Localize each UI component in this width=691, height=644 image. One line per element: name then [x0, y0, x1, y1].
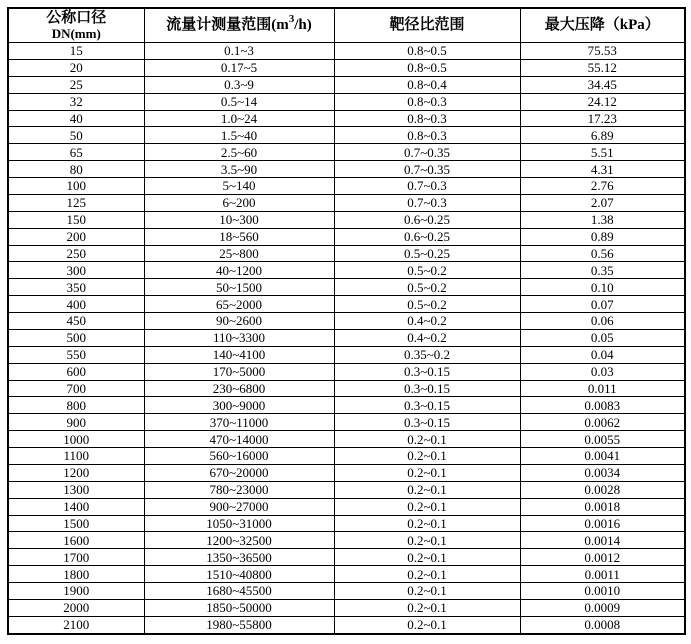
table-body	[8, 43, 685, 635]
cell-flow-range: 1680~45500	[144, 583, 334, 600]
table-row	[8, 178, 685, 195]
cell-flow-range: 900~27000	[144, 498, 334, 515]
cell-flow-range: 370~11000	[144, 414, 334, 431]
cell-flow-range: 6~200	[144, 194, 334, 211]
table-row	[8, 313, 685, 330]
header-nominal-diameter	[8, 8, 144, 43]
table-row	[8, 397, 685, 414]
table-row	[8, 76, 685, 93]
cell-pressure-drop: 0.0012	[520, 549, 685, 566]
cell-dn: 1200	[8, 464, 144, 481]
table-row	[8, 110, 685, 127]
cell-dn: 25	[8, 76, 144, 93]
cell-target-ratio: 0.35~0.2	[334, 346, 520, 363]
table-row	[8, 481, 685, 498]
cell-flow-range: 1850~50000	[144, 599, 334, 616]
cell-flow-range: 1200~32500	[144, 532, 334, 549]
cell-flow-range: 1510~40800	[144, 566, 334, 583]
cell-pressure-drop: 0.07	[520, 296, 685, 313]
cell-dn: 250	[8, 245, 144, 262]
cell-pressure-drop: 0.35	[520, 262, 685, 279]
cell-pressure-drop: 1.38	[520, 211, 685, 228]
cell-flow-range: 0.17~5	[144, 59, 334, 76]
cell-pressure-drop: 0.011	[520, 380, 685, 397]
cell-target-ratio: 0.8~0.5	[334, 43, 520, 60]
table-row	[8, 464, 685, 481]
cell-flow-range: 1.0~24	[144, 110, 334, 127]
cell-pressure-drop: 0.56	[520, 245, 685, 262]
table-row	[8, 515, 685, 532]
cell-target-ratio: 0.2~0.1	[334, 515, 520, 532]
header-flow-range-superscript: 3	[288, 12, 295, 25]
cell-target-ratio: 0.2~0.1	[334, 599, 520, 616]
table-row	[8, 431, 685, 448]
table-row	[8, 245, 685, 262]
cell-target-ratio: 0.2~0.1	[334, 616, 520, 634]
cell-dn: 125	[8, 194, 144, 211]
header-flow-range	[144, 8, 334, 43]
cell-dn: 550	[8, 346, 144, 363]
cell-pressure-drop: 0.0034	[520, 464, 685, 481]
cell-pressure-drop: 24.12	[520, 93, 685, 110]
table-row	[8, 549, 685, 566]
cell-dn: 2000	[8, 599, 144, 616]
cell-flow-range: 1980~55800	[144, 616, 334, 634]
cell-flow-range: 3.5~90	[144, 161, 334, 178]
cell-flow-range: 0.3~9	[144, 76, 334, 93]
cell-flow-range: 50~1500	[144, 279, 334, 296]
table-row	[8, 279, 685, 296]
cell-dn: 1300	[8, 481, 144, 498]
cell-flow-range: 140~4100	[144, 346, 334, 363]
cell-dn: 450	[8, 313, 144, 330]
cell-target-ratio: 0.2~0.1	[334, 431, 520, 448]
cell-pressure-drop: 4.31	[520, 161, 685, 178]
cell-dn: 50	[8, 127, 144, 144]
cell-flow-range: 10~300	[144, 211, 334, 228]
cell-dn: 15	[8, 43, 144, 60]
cell-pressure-drop: 6.89	[520, 127, 685, 144]
header-nominal-diameter-title: 公称口径	[46, 9, 107, 26]
cell-pressure-drop: 0.0009	[520, 599, 685, 616]
cell-pressure-drop: 0.0062	[520, 414, 685, 431]
table-row	[8, 127, 685, 144]
cell-target-ratio: 0.2~0.1	[334, 481, 520, 498]
cell-dn: 350	[8, 279, 144, 296]
table-row	[8, 296, 685, 313]
cell-flow-range: 0.1~3	[144, 43, 334, 60]
cell-target-ratio: 0.3~0.15	[334, 397, 520, 414]
cell-dn: 200	[8, 228, 144, 245]
cell-target-ratio: 0.3~0.15	[334, 363, 520, 380]
cell-dn: 1600	[8, 532, 144, 549]
cell-pressure-drop: 2.76	[520, 178, 685, 195]
cell-target-ratio: 0.8~0.5	[334, 59, 520, 76]
cell-dn: 900	[8, 414, 144, 431]
header-target-ratio-range: 靶径比范围	[334, 8, 520, 43]
cell-pressure-drop: 0.0008	[520, 616, 685, 634]
cell-target-ratio: 0.2~0.1	[334, 448, 520, 465]
cell-target-ratio: 0.7~0.3	[334, 178, 520, 195]
cell-pressure-drop: 0.06	[520, 313, 685, 330]
cell-pressure-drop: 0.0028	[520, 481, 685, 498]
table-row	[8, 566, 685, 583]
cell-pressure-drop: 0.0083	[520, 397, 685, 414]
table-row	[8, 363, 685, 380]
table-row	[8, 161, 685, 178]
cell-dn: 100	[8, 178, 144, 195]
table-row	[8, 583, 685, 600]
table-row	[8, 346, 685, 363]
cell-flow-range: 780~23000	[144, 481, 334, 498]
cell-target-ratio: 0.6~0.25	[334, 211, 520, 228]
cell-dn: 400	[8, 296, 144, 313]
table-row	[8, 228, 685, 245]
cell-dn: 1500	[8, 515, 144, 532]
cell-pressure-drop: 0.0055	[520, 431, 685, 448]
cell-target-ratio: 0.2~0.1	[334, 566, 520, 583]
cell-target-ratio: 0.8~0.3	[334, 110, 520, 127]
cell-target-ratio: 0.2~0.1	[334, 498, 520, 515]
header-flow-range-suffix: /h)	[294, 16, 312, 33]
cell-dn: 1900	[8, 583, 144, 600]
cell-flow-range: 230~6800	[144, 380, 334, 397]
cell-target-ratio: 0.5~0.2	[334, 279, 520, 296]
cell-target-ratio: 0.4~0.2	[334, 329, 520, 346]
table-row	[8, 262, 685, 279]
cell-dn: 32	[8, 93, 144, 110]
cell-flow-range: 18~560	[144, 228, 334, 245]
cell-target-ratio: 0.2~0.1	[334, 549, 520, 566]
table-row	[8, 599, 685, 616]
flow-meter-spec-table	[7, 7, 686, 635]
cell-pressure-drop: 0.05	[520, 329, 685, 346]
table-row	[8, 93, 685, 110]
cell-target-ratio: 0.8~0.3	[334, 127, 520, 144]
cell-flow-range: 110~3300	[144, 329, 334, 346]
cell-pressure-drop: 55.12	[520, 59, 685, 76]
cell-dn: 1800	[8, 566, 144, 583]
cell-pressure-drop: 0.0016	[520, 515, 685, 532]
cell-pressure-drop: 2.07	[520, 194, 685, 211]
table-row	[8, 616, 685, 634]
cell-flow-range: 1.5~40	[144, 127, 334, 144]
cell-flow-range: 90~2600	[144, 313, 334, 330]
cell-flow-range: 170~5000	[144, 363, 334, 380]
table-row	[8, 59, 685, 76]
table-row	[8, 414, 685, 431]
table-row	[8, 380, 685, 397]
cell-pressure-drop: 34.45	[520, 76, 685, 93]
cell-flow-range: 1050~31000	[144, 515, 334, 532]
cell-target-ratio: 0.2~0.1	[334, 464, 520, 481]
header-nominal-diameter-unit: DN(mm)	[51, 25, 101, 41]
cell-flow-range: 1350~36500	[144, 549, 334, 566]
cell-pressure-drop: 0.03	[520, 363, 685, 380]
cell-flow-range: 25~800	[144, 245, 334, 262]
cell-pressure-drop: 0.10	[520, 279, 685, 296]
cell-target-ratio: 0.6~0.25	[334, 228, 520, 245]
cell-target-ratio: 0.2~0.1	[334, 583, 520, 600]
cell-target-ratio: 0.3~0.15	[334, 380, 520, 397]
cell-target-ratio: 0.4~0.2	[334, 313, 520, 330]
cell-dn: 40	[8, 110, 144, 127]
cell-flow-range: 65~2000	[144, 296, 334, 313]
cell-flow-range: 0.5~14	[144, 93, 334, 110]
cell-dn: 65	[8, 144, 144, 161]
cell-flow-range: 40~1200	[144, 262, 334, 279]
cell-target-ratio: 0.2~0.1	[334, 532, 520, 549]
cell-dn: 300	[8, 262, 144, 279]
cell-pressure-drop: 0.0014	[520, 532, 685, 549]
cell-flow-range: 2.5~60	[144, 144, 334, 161]
cell-pressure-drop: 5.51	[520, 144, 685, 161]
cell-target-ratio: 0.3~0.15	[334, 414, 520, 431]
header-max-pressure-drop: 最大压降（kPa）	[520, 8, 685, 43]
cell-pressure-drop: 0.0011	[520, 566, 685, 583]
cell-target-ratio: 0.7~0.35	[334, 144, 520, 161]
cell-dn: 1400	[8, 498, 144, 515]
cell-dn: 2100	[8, 616, 144, 634]
cell-target-ratio: 0.8~0.3	[334, 93, 520, 110]
table-row	[8, 194, 685, 211]
cell-target-ratio: 0.5~0.25	[334, 245, 520, 262]
cell-target-ratio: 0.5~0.2	[334, 262, 520, 279]
header-row	[8, 8, 685, 43]
cell-dn: 500	[8, 329, 144, 346]
cell-pressure-drop: 75.53	[520, 43, 685, 60]
cell-flow-range: 5~140	[144, 178, 334, 195]
header-flow-range-prefix: 流量计测量范围(m	[166, 16, 289, 33]
cell-flow-range: 470~14000	[144, 431, 334, 448]
cell-pressure-drop: 0.0041	[520, 448, 685, 465]
cell-dn: 700	[8, 380, 144, 397]
cell-dn: 150	[8, 211, 144, 228]
cell-flow-range: 300~9000	[144, 397, 334, 414]
cell-flow-range: 670~20000	[144, 464, 334, 481]
cell-dn: 600	[8, 363, 144, 380]
cell-target-ratio: 0.8~0.4	[334, 76, 520, 93]
cell-pressure-drop: 0.04	[520, 346, 685, 363]
table-row	[8, 211, 685, 228]
cell-dn: 20	[8, 59, 144, 76]
cell-dn: 800	[8, 397, 144, 414]
table-header	[8, 8, 685, 43]
cell-pressure-drop: 0.89	[520, 228, 685, 245]
cell-pressure-drop: 0.0010	[520, 583, 685, 600]
table-row	[8, 329, 685, 346]
table-row	[8, 498, 685, 515]
cell-target-ratio: 0.7~0.35	[334, 161, 520, 178]
cell-target-ratio: 0.5~0.2	[334, 296, 520, 313]
cell-pressure-drop: 17.23	[520, 110, 685, 127]
table-row	[8, 43, 685, 60]
cell-flow-range: 560~16000	[144, 448, 334, 465]
cell-target-ratio: 0.7~0.3	[334, 194, 520, 211]
cell-dn: 80	[8, 161, 144, 178]
cell-dn: 1000	[8, 431, 144, 448]
table-row	[8, 448, 685, 465]
cell-dn: 1700	[8, 549, 144, 566]
cell-pressure-drop: 0.0018	[520, 498, 685, 515]
table-row	[8, 144, 685, 161]
cell-dn: 1100	[8, 448, 144, 465]
table-row	[8, 532, 685, 549]
